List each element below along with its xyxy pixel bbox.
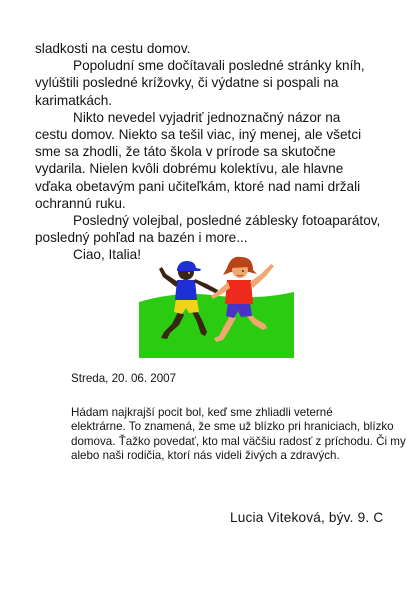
note-line: elektrárne. To znamená, že sme už blízko pri hraniciach, blízko bbox=[71, 420, 394, 434]
author-signature: Lucia Viteková, býv. 9. C bbox=[230, 510, 384, 525]
text-line: sladkosti na cestu domov. bbox=[35, 41, 191, 56]
text-line: Nikto nevedel vyjadriť jednoznačný názor na bbox=[73, 109, 341, 125]
text-line: vydarila. Nielen kvôli dobrému kolektívu, ale hlavne bbox=[35, 161, 344, 177]
grass-field bbox=[139, 292, 294, 358]
text-line: Ciao, Italia! bbox=[73, 247, 142, 263]
article-body bbox=[35, 40, 395, 264]
text-line: vďaka obetavým pani učiteľkám, ktoré nad nami držali bbox=[35, 178, 361, 194]
children-playing-illustration bbox=[139, 252, 294, 358]
note-paragraph bbox=[71, 406, 406, 464]
text-line: sme sa zhodli, že táto škola v prírode sa skutočne bbox=[35, 144, 336, 160]
date-line: Streda, 20. 06. 2007 bbox=[71, 372, 177, 385]
text-line: Posledný volejbal, posledné záblesky fotoaparátov, bbox=[73, 213, 381, 229]
text-line: vylúštili posledné krížovky, či výdatne si pospali na bbox=[35, 75, 339, 91]
text-line: Popoludní sme dočítavali posledné stránky kníh, bbox=[73, 58, 365, 74]
text-line: ochrannú ruku. bbox=[35, 195, 126, 211]
text-line: posledný pohľad na bazén i more... bbox=[35, 230, 248, 246]
note-line: alebo naši rodičia, ktorí nás videli živých a zdravých. bbox=[71, 449, 340, 463]
note-line: Hádam najkrajší pocit bol, keď sme zhliadli veterné bbox=[71, 406, 333, 419]
note-line: domova. Ťažko povedať, kto mal väčšiu radosť z príchodu. Či my bbox=[71, 434, 406, 448]
text-line: cestu domov. Niekto sa tešil viac, iný menej, ale všetci bbox=[35, 127, 362, 143]
text-line: karimatkách. bbox=[35, 92, 113, 108]
